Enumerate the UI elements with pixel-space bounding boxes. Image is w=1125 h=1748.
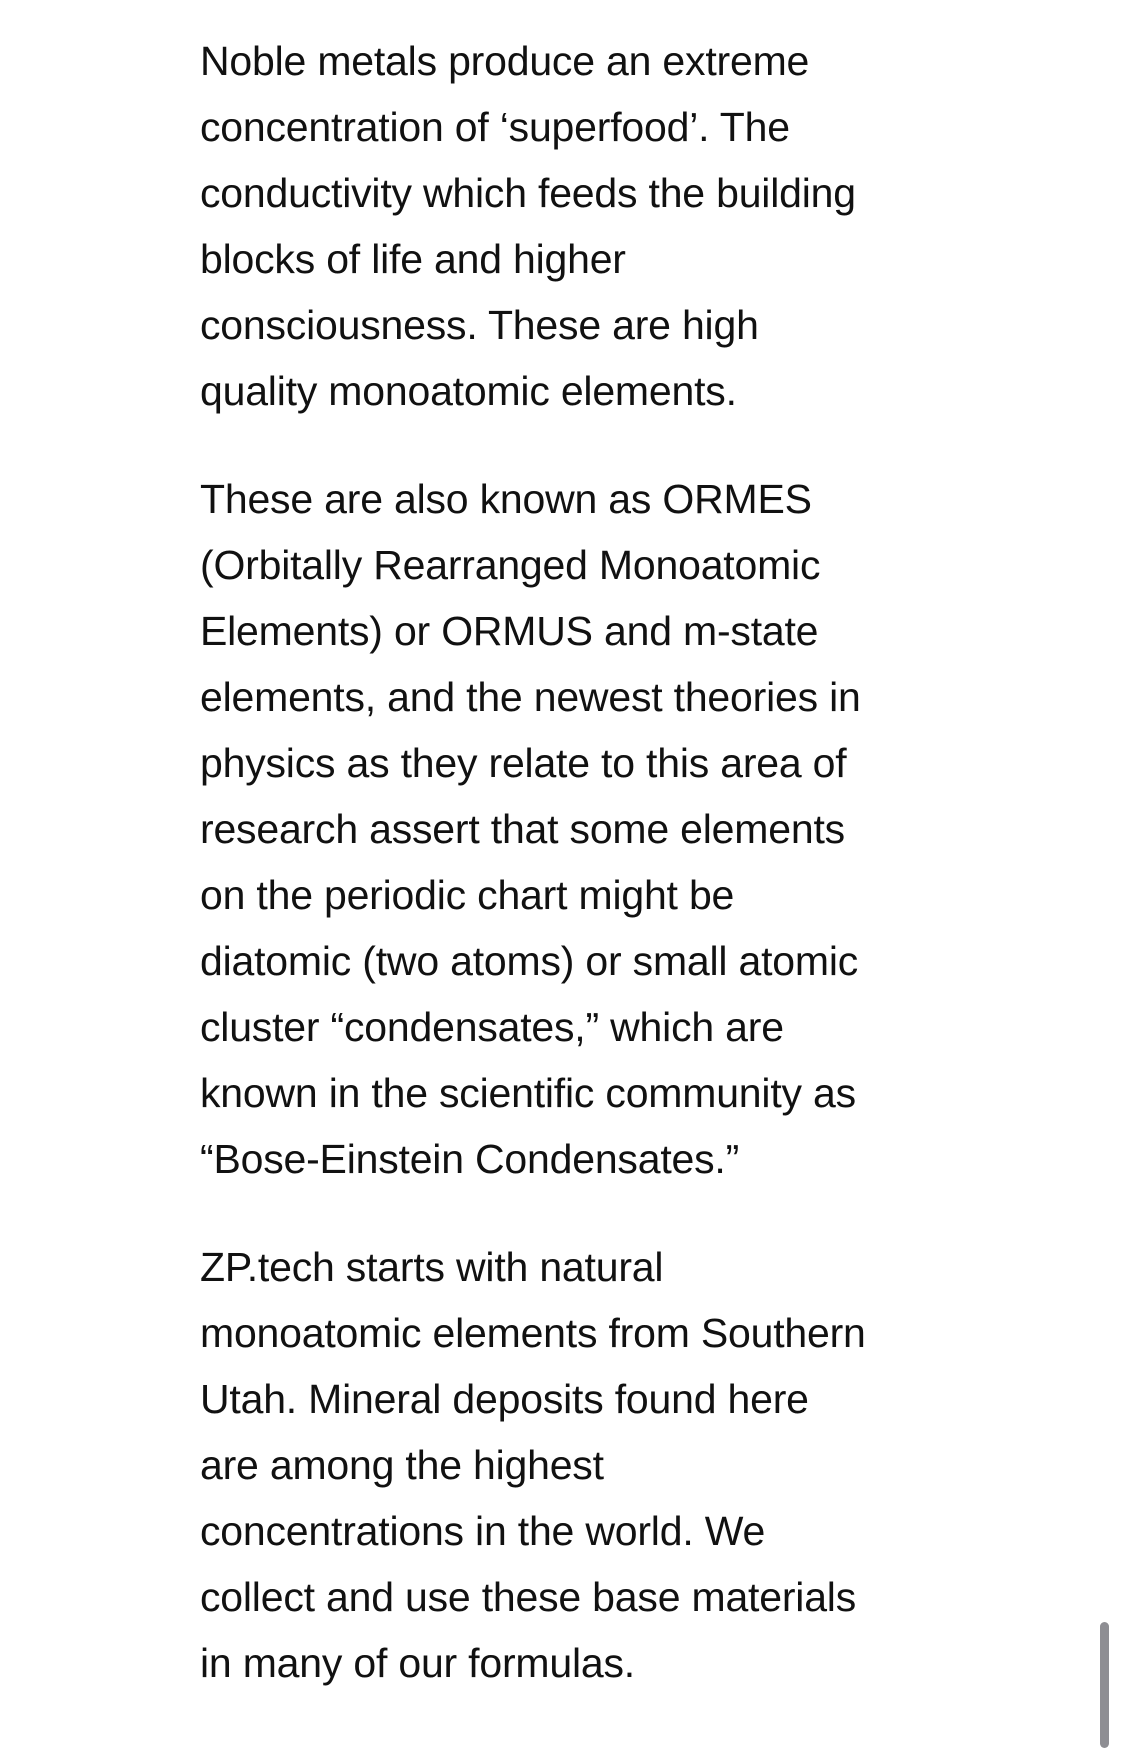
text-line: monoatomic elements from Southern <box>200 1310 866 1356</box>
text-line: collect and use these base materials <box>200 1574 857 1620</box>
text-line: conductivity which feeds the building <box>200 170 856 216</box>
text-line: concentrations in the world. We <box>200 1508 766 1554</box>
article-body <box>200 28 920 1738</box>
text-line: known in the scientific community as <box>200 1070 856 1116</box>
vertical-scrollbar[interactable] <box>1100 1622 1109 1748</box>
text-line: physics as they relate to this area of <box>200 740 847 786</box>
paragraph-noble-metals <box>200 28 920 424</box>
text-line: in many of our formulas. <box>200 1640 635 1686</box>
paragraph-zp-tech <box>200 1234 920 1696</box>
text-line: diatomic (two atoms) or small atomic <box>200 938 859 984</box>
text-line: are among the highest <box>200 1442 604 1488</box>
text-line: Noble metals produce an extreme <box>200 38 810 84</box>
text-line: concentration of ‘superfood’. The <box>200 104 790 150</box>
text-line: blocks of life and higher <box>200 236 626 282</box>
text-line: “Bose-Einstein Condensates.” <box>200 1136 740 1182</box>
paragraph-ormes <box>200 466 920 1192</box>
text-line: consciousness. These are high <box>200 302 759 348</box>
text-line: ZP.tech starts with natural <box>200 1244 664 1290</box>
text-line: research assert that some elements <box>200 806 845 852</box>
text-line: on the periodic chart might be <box>200 872 735 918</box>
text-line: cluster “condensates,” which are <box>200 1004 784 1050</box>
text-line: Utah. Mineral deposits found here <box>200 1376 809 1422</box>
text-line: quality monoatomic elements. <box>200 368 737 414</box>
text-line: elements, and the newest theories in <box>200 674 861 720</box>
text-line: (Orbitally Rearranged Monoatomic <box>200 542 821 588</box>
text-line: Elements) or ORMUS and m-state <box>200 608 819 654</box>
text-line: These are also known as ORMES <box>200 476 812 522</box>
